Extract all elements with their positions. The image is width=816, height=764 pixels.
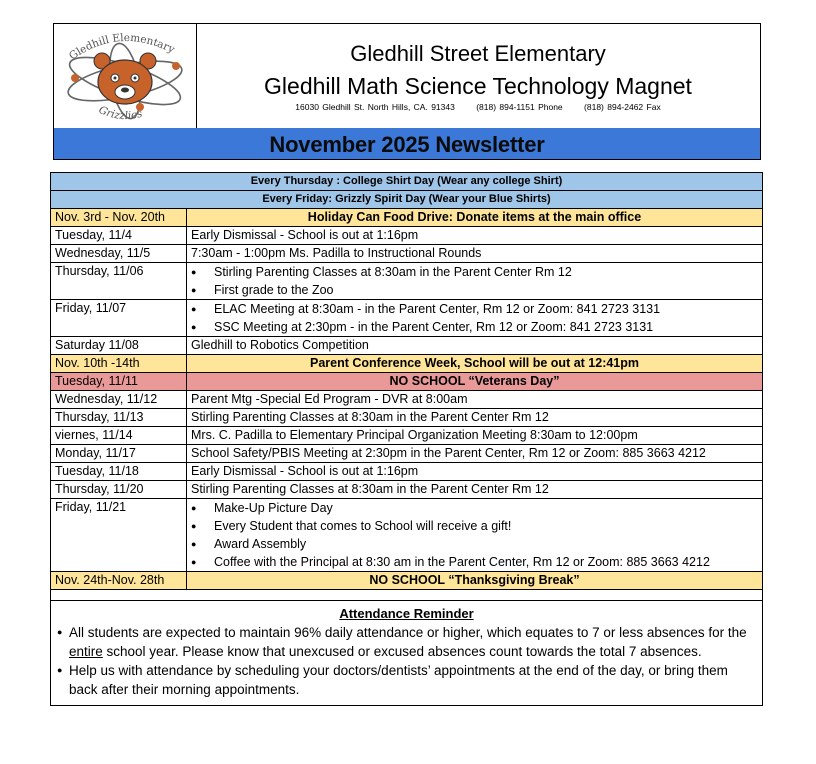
event-date: Nov. 3rd - Nov. 20th bbox=[51, 209, 187, 227]
event-row bbox=[51, 445, 763, 463]
event-row bbox=[51, 409, 763, 427]
event-description: Gledhill to Robotics Competition bbox=[187, 337, 763, 355]
event-bullet-list bbox=[187, 263, 762, 299]
weekly-row bbox=[51, 191, 763, 209]
event-date: Tuesday, 11/18 bbox=[51, 463, 187, 481]
event-description: Early Dismissal - School is out at 1:16pm bbox=[187, 227, 763, 245]
bullet-icon: ● bbox=[57, 665, 63, 675]
event-bullet-item: ● Make-Up Picture Day bbox=[187, 499, 762, 517]
event-date: Monday, 11/17 bbox=[51, 445, 187, 463]
school-address: 16030 Gledhill St. North Hills, CA. 91343 bbox=[295, 102, 455, 112]
event-description: School Safety/PBIS Meeting at 2:30pm in the Parent Center, Rm 12 or Zoom: 885 3663 4212 bbox=[187, 445, 763, 463]
event-date: Thursday, 11/13 bbox=[51, 409, 187, 427]
newsletter-banner bbox=[54, 128, 760, 159]
attendance-reminder bbox=[51, 601, 763, 706]
school-phone: (818) 894-1151 Phone bbox=[476, 102, 563, 112]
event-row bbox=[51, 263, 763, 300]
weekly-thursday: Every Thursday : College Shirt Day (Wear any college Shirt) bbox=[51, 173, 763, 191]
event-date: Wednesday, 11/5 bbox=[51, 245, 187, 263]
attendance-title: Attendance Reminder bbox=[339, 606, 474, 621]
event-description: Parent Mtg -Special Ed Program - DVR at 8:00am bbox=[187, 391, 763, 409]
attendance-item bbox=[57, 661, 756, 699]
bear-atom-logo-icon bbox=[58, 26, 192, 126]
magnet-name: Gledhill Math Science Technology Magnet bbox=[264, 73, 692, 99]
event-description: NO SCHOOL “Veterans Day” bbox=[187, 373, 763, 391]
events-calendar-table bbox=[50, 172, 763, 706]
event-row bbox=[51, 209, 763, 227]
event-row bbox=[51, 499, 763, 572]
event-bullet-item: ● Coffee with the Principal at 8:30 am in the Parent Center, Rm 12 or Zoom: 885 3663 4212 bbox=[187, 553, 762, 571]
newsletter-title: November 2025 Newsletter bbox=[269, 132, 545, 157]
event-date: Tuesday, 11/11 bbox=[51, 373, 187, 391]
event-date: viernes, 11/14 bbox=[51, 427, 187, 445]
event-description: Mrs. C. Padilla to Elementary Principal Organization Meeting 8:30am to 12:00pm bbox=[187, 427, 763, 445]
event-bullet-item: ● Stirling Parenting Classes at 8:30am in the Parent Center Rm 12 bbox=[187, 263, 762, 281]
event-description: Parent Conference Week, School will be out at 12:41pm bbox=[187, 355, 763, 373]
attendance-item bbox=[57, 623, 756, 661]
event-bullet-item: ● Award Assembly bbox=[187, 535, 762, 553]
attendance-text: All students are expected to maintain 96% daily attendance or higher, which equates to 7 or less absences for the bbox=[69, 625, 747, 640]
attendance-row bbox=[51, 601, 763, 706]
event-description: Early Dismissal - School is out at 1:16pm bbox=[187, 463, 763, 481]
event-description: Holiday Can Food Drive: Donate items at the main office bbox=[187, 209, 763, 227]
event-date: Friday, 11/21 bbox=[51, 499, 187, 572]
event-description bbox=[187, 300, 763, 337]
event-description: NO SCHOOL “Thanksgiving Break” bbox=[187, 572, 763, 590]
event-description: Stirling Parenting Classes at 8:30am in the Parent Center Rm 12 bbox=[187, 409, 763, 427]
event-date: Friday, 11/07 bbox=[51, 300, 187, 337]
attendance-emphasis: entire bbox=[69, 644, 103, 659]
event-date: Nov. 24th-Nov. 28th bbox=[51, 572, 187, 590]
attendance-text: Help us with attendance by scheduling your doctors/dentists’ appointments at the end of the day, or bring them back after their morning appointments. bbox=[69, 663, 728, 697]
event-description: 7:30am - 1:00pm Ms. Padilla to Instructional Rounds bbox=[187, 245, 763, 263]
event-date: Wednesday, 11/12 bbox=[51, 391, 187, 409]
event-row bbox=[51, 355, 763, 373]
weekly-row bbox=[51, 173, 763, 191]
event-description bbox=[187, 499, 763, 572]
school-title-block bbox=[196, 24, 760, 128]
event-bullet-item: ● SSC Meeting at 2:30pm - in the Parent Center, Rm 12 or Zoom: 841 2723 3131 bbox=[187, 318, 762, 336]
event-description bbox=[187, 263, 763, 300]
event-row bbox=[51, 337, 763, 355]
newsletter-header bbox=[53, 23, 761, 160]
event-bullet-item: ● First grade to the Zoo bbox=[187, 281, 762, 299]
event-date: Thursday, 11/20 bbox=[51, 481, 187, 499]
logo-bottom-text: Grizzlies bbox=[96, 103, 144, 123]
school-name: Gledhill Street Elementary bbox=[350, 41, 606, 66]
event-date: Thursday, 11/06 bbox=[51, 263, 187, 300]
event-description: Stirling Parenting Classes at 8:30am in the Parent Center Rm 12 bbox=[187, 481, 763, 499]
event-bullet-list bbox=[187, 300, 762, 336]
event-row bbox=[51, 572, 763, 590]
header-top bbox=[54, 24, 760, 129]
weekly-friday: Every Friday: Grizzly Spirit Day (Wear your Blue Shirts) bbox=[51, 191, 763, 209]
event-row bbox=[51, 427, 763, 445]
event-row bbox=[51, 227, 763, 245]
contact-line bbox=[196, 102, 760, 113]
logo-top-text: Gledhill Elementary bbox=[67, 31, 177, 63]
event-row bbox=[51, 300, 763, 337]
event-date: Tuesday, 11/4 bbox=[51, 227, 187, 245]
spacer-row bbox=[51, 590, 763, 601]
event-row bbox=[51, 245, 763, 263]
event-row bbox=[51, 391, 763, 409]
school-fax: (818) 894-2462 Fax bbox=[584, 102, 661, 112]
event-bullet-list bbox=[187, 499, 762, 571]
event-bullet-item: ● Every Student that comes to School will receive a gift! bbox=[187, 517, 762, 535]
event-row bbox=[51, 481, 763, 499]
school-logo bbox=[54, 24, 197, 128]
attendance-text: school year. Please know that unexcused or excused absences count towards the total 7 absences. bbox=[102, 644, 702, 659]
event-row bbox=[51, 463, 763, 481]
event-bullet-item: ● ELAC Meeting at 8:30am - in the Parent Center, Rm 12 or Zoom: 841 2723 3131 bbox=[187, 300, 762, 318]
spacer-cell bbox=[51, 590, 763, 601]
event-date: Saturday 11/08 bbox=[51, 337, 187, 355]
bullet-icon: ● bbox=[57, 627, 63, 637]
event-row bbox=[51, 373, 763, 391]
event-date: Nov. 10th -14th bbox=[51, 355, 187, 373]
